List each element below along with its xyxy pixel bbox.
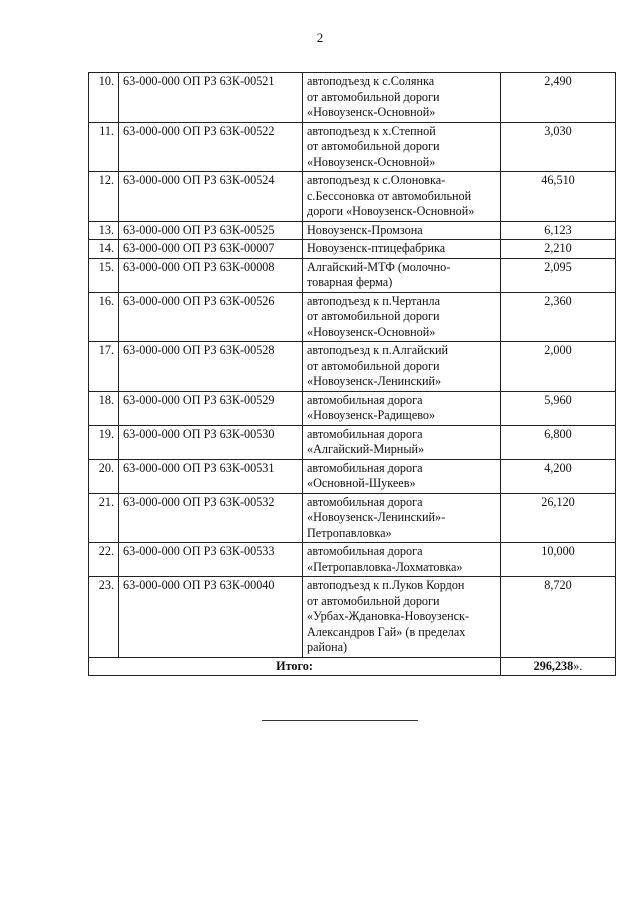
- table-row: [89, 342, 616, 392]
- road-name: автоподъезд к п.Алгайский от автомобильной дороги «Новоузенск-Ленинский»: [303, 342, 501, 392]
- road-id-code: 63-000-000 ОП РЗ 63К-00526: [119, 292, 303, 342]
- road-id-code: 63-000-000 ОП РЗ 63К-00531: [119, 459, 303, 493]
- row-number: 17.: [89, 342, 119, 392]
- road-name: автоподъезд к с.Солянка от автомобильной дороги «Новоузенск-Основной»: [303, 73, 501, 123]
- row-number: 10.: [89, 73, 119, 123]
- road-id-code: 63-000-000 ОП РЗ 63К-00007: [119, 240, 303, 259]
- road-length: 46,510: [501, 172, 616, 222]
- road-id-code: 63-000-000 ОП РЗ 63К-00532: [119, 493, 303, 543]
- table-row: [89, 73, 616, 123]
- table-row: [89, 122, 616, 172]
- total-number: 296,238: [533, 658, 574, 673]
- table-row: [89, 221, 616, 240]
- road-id-code: 63-000-000 ОП РЗ 63К-00522: [119, 122, 303, 172]
- road-length: 4,200: [501, 459, 616, 493]
- road-name: автоподъезд к с.Олоновка- с.Бессоновка от автомобильной дороги «Новоузенск-Основной»: [303, 172, 501, 222]
- roads-table: [88, 72, 616, 676]
- row-number: 16.: [89, 292, 119, 342]
- table-row: [89, 543, 616, 577]
- row-number: 22.: [89, 543, 119, 577]
- road-length: 2,000: [501, 342, 616, 392]
- road-length: 6,123: [501, 221, 616, 240]
- road-length: 26,120: [501, 493, 616, 543]
- table-row: [89, 292, 616, 342]
- road-id-code: 63-000-000 ОП РЗ 63К-00530: [119, 425, 303, 459]
- road-name: автоподъезд к х.Степной от автомобильной дороги «Новоузенск-Основной»: [303, 122, 501, 172]
- road-id-code: 63-000-000 ОП РЗ 63К-00040: [119, 577, 303, 658]
- road-id-code: 63-000-000 ОП РЗ 63К-00524: [119, 172, 303, 222]
- total-value: [501, 657, 616, 676]
- road-id-code: 63-000-000 ОП РЗ 63К-00525: [119, 221, 303, 240]
- total-row: [89, 657, 616, 676]
- road-length: 8,720: [501, 577, 616, 658]
- total-label: Итого:: [89, 657, 501, 676]
- row-number: 20.: [89, 459, 119, 493]
- table-row: [89, 172, 616, 222]
- table-row: [89, 493, 616, 543]
- road-id-code: 63-000-000 ОП РЗ 63К-00521: [119, 73, 303, 123]
- road-name: автомобильная дорога «Алгайский-Мирный»: [303, 425, 501, 459]
- road-id-code: 63-000-000 ОП РЗ 63К-00533: [119, 543, 303, 577]
- row-number: 18.: [89, 391, 119, 425]
- road-name: автоподъезд к п.Луков Кордон от автомобильной дороги «Урбах-Ждановка-Новоузенск- Александров Гай» (в пределах района): [303, 577, 501, 658]
- road-name: автоподъезд к п.Чертанла от автомобильной дороги «Новоузенск-Основной»: [303, 292, 501, 342]
- table-row: [89, 577, 616, 658]
- road-name: автомобильная дорога «Петропавловка-Лохматовка»: [303, 543, 501, 577]
- road-length: 2,210: [501, 240, 616, 259]
- road-name: автомобильная дорога «Основной-Шукеев»: [303, 459, 501, 493]
- road-length: 6,800: [501, 425, 616, 459]
- end-divider: [262, 720, 418, 721]
- road-name: Новоузенск-птицефабрика: [303, 240, 501, 259]
- row-number: 14.: [89, 240, 119, 259]
- road-length: 2,095: [501, 258, 616, 292]
- road-name: автомобильная дорога «Новоузенск-Радищево»: [303, 391, 501, 425]
- road-length: 2,360: [501, 292, 616, 342]
- table-row: [89, 425, 616, 459]
- road-name: автомобильная дорога «Новоузенск-Ленинский»- Петропавловка»: [303, 493, 501, 543]
- row-number: 19.: [89, 425, 119, 459]
- road-id-code: 63-000-000 ОП РЗ 63К-00529: [119, 391, 303, 425]
- row-number: 12.: [89, 172, 119, 222]
- road-name: Алгайский-МТФ (молочно- товарная ферма): [303, 258, 501, 292]
- row-number: 15.: [89, 258, 119, 292]
- table-row: [89, 391, 616, 425]
- table-row: [89, 258, 616, 292]
- row-number: 23.: [89, 577, 119, 658]
- row-number: 11.: [89, 122, 119, 172]
- table-body: [89, 73, 616, 676]
- road-id-code: 63-000-000 ОП РЗ 63К-00008: [119, 258, 303, 292]
- road-length: 3,030: [501, 122, 616, 172]
- road-length: 5,960: [501, 391, 616, 425]
- road-id-code: 63-000-000 ОП РЗ 63К-00528: [119, 342, 303, 392]
- road-length: 10,000: [501, 543, 616, 577]
- table-row: [89, 240, 616, 259]
- page-number: 2: [316, 30, 324, 45]
- total-suffix: ».: [573, 658, 583, 673]
- row-number: 13.: [89, 221, 119, 240]
- road-length: 2,490: [501, 73, 616, 123]
- table-row: [89, 459, 616, 493]
- road-name: Новоузенск-Промзона: [303, 221, 501, 240]
- row-number: 21.: [89, 493, 119, 543]
